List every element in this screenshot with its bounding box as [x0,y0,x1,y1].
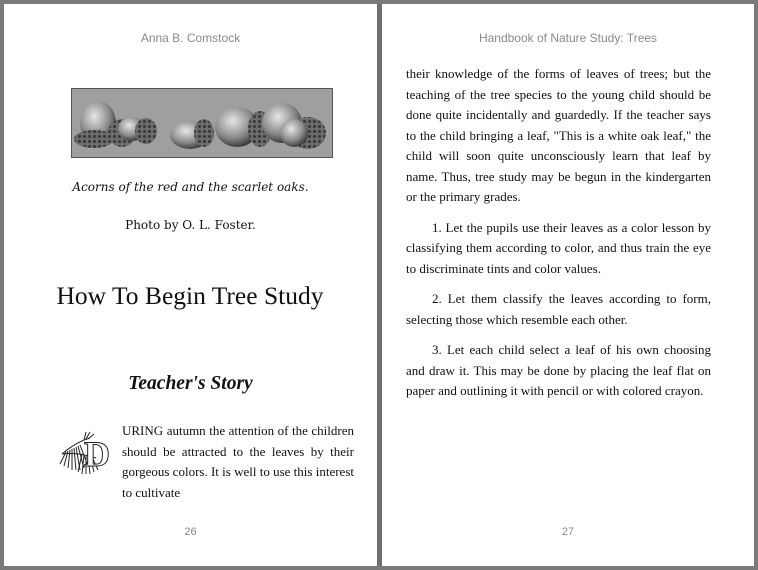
chapter-subtitle: Teacher's Story [128,373,253,394]
plate-caption: Acorns of the red and the scarlet oaks. [72,180,309,194]
paragraph-item-1: 1. Let the pupils use their leaves as a color lesson by classifying them according to color, and thus train the eye to discriminate tints and color values. [406,219,711,276]
paragraph-item-2: 2. Let them classify the leaves according to form, selecting those which resemble each other. [406,291,711,327]
opening-paragraph: URING autumn the attention of the children should be attracted to the leaves by their gorgeous colors. It is well to use this interest to cultivate [122,423,354,500]
book-spread [4,4,754,566]
dropcap-letter: D [84,434,110,474]
paragraph-continuation: their knowledge of the forms of leaves of trees; but the teaching of the tree species to the young child should be done quite incidentally and guardedly. If the teacher says to the child bringing a leaf, "This is a white oak leaf," the child will soon quite unconsciously learn that leaf by name. Thus, tree study may be begun in the kindergarten or the primary grades. [406,66,711,204]
chapter-title: How To Begin Tree Study [56,281,324,310]
acorns-illustration-icon [72,89,332,157]
page-number-left: 26 [184,526,197,538]
left-page[interactable] [4,4,377,566]
running-head-author: Anna B. Comstock [140,31,241,45]
paragraph-item-3: 3. Let each child select a leaf of his own choosing and draw it. This may be done by placing the leaf flat on paper and outlining it with pencil or with colored crayon. [406,342,711,398]
acorns-photo [71,88,333,158]
pine-branch-dropcap-icon [56,428,112,484]
page-number-right: 27 [561,526,575,538]
right-page[interactable] [382,4,754,566]
running-head-title: Handbook of Nature Study: Trees [478,31,658,45]
plate-credit: Photo by O. L. Foster. [125,218,256,232]
body-text [406,64,711,412]
